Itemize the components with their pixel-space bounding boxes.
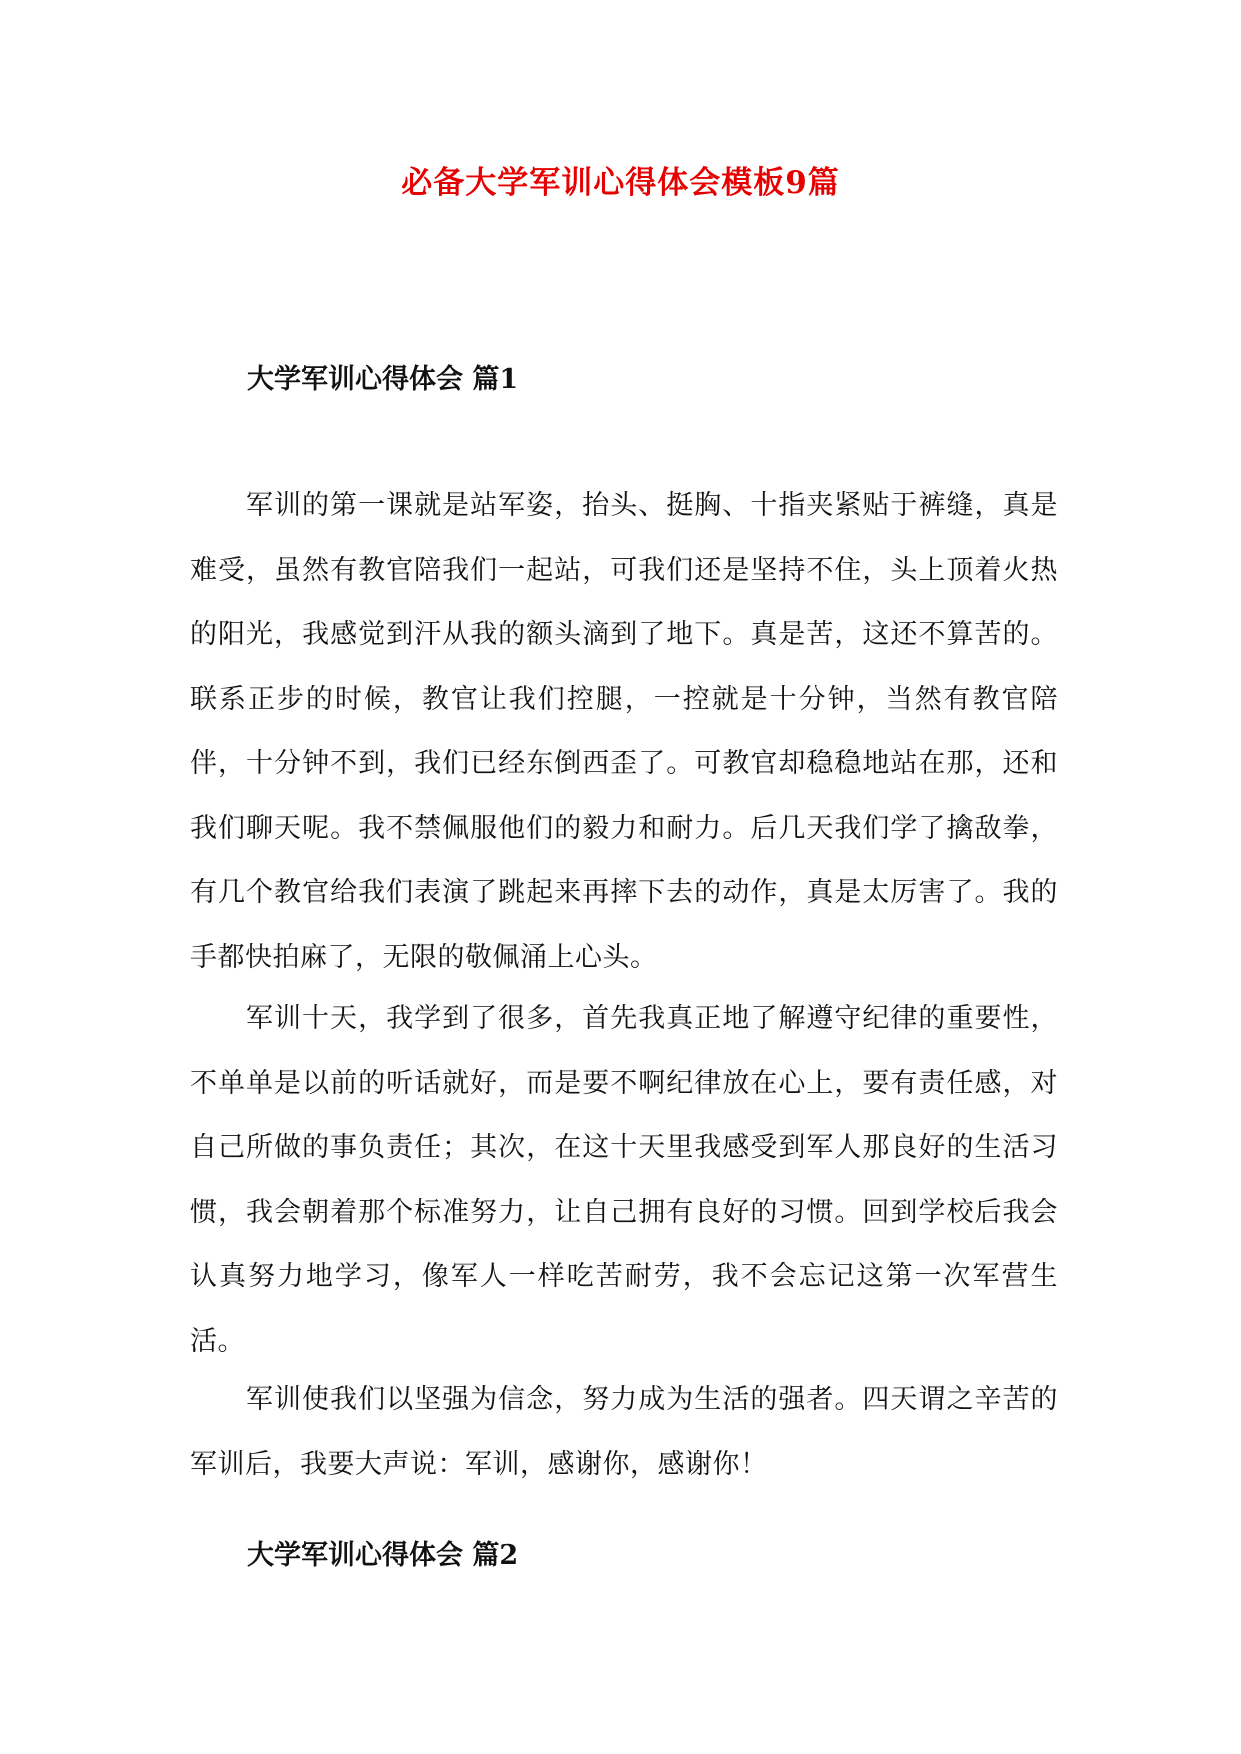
section-1-paragraph-2: 军训十天，我学到了很多，首先我真正地了解遵守纪律的重要性，不单单是以前的听话就好，而是要不啊纪律放在心上，要有责任感，对自己所做的事负责任；其次，在这十天里我感受到军人那良好的生活习惯，我会朝着那个标准努力，让自己拥有良好的习惯。回到学校后我会认真努力地学习，像军人一样吃苦耐劳，我不会忘记这第一次军营生活。 — [190, 1003, 1058, 1357]
document-title: 必备大学军训心得体会模板9篇 — [401, 165, 840, 201]
section-1-paragraph-3: 军训使我们以坚强为信念，努力成为生活的强者。四天谓之辛苦的军训后，我要大声说：军训，感谢你，感谢你！ — [190, 1384, 1058, 1480]
section-1-paragraph-1: 军训的第一课就是站军姿，抬头、挺胸、十指夹紧贴于裤缝，真是难受，虽然有教官陪我们一起站，可我们还是坚持不住，头上顶着火热的阳光，我感觉到汗从我的额头滴到了地下。真是苦，这还不算苦的。联系正步的时候，教官让我们控腿，一控就是十分钟，当然有教官陪伴，十分钟不到，我们已经东倒西歪了。可教官却稳稳地站在那，还和我们聊天呢。我不禁佩服他们的毅力和耐力。后几天我们学了擒敌拳，有几个教官给我们表演了跳起来再摔下去的动作，真是太厉害了。我的手都快拍麻了，无限的敬佩涌上心头。 — [190, 490, 1058, 973]
section-heading-2: 大学军训心得体会 篇2 — [247, 1540, 519, 1571]
section-heading-1: 大学军训心得体会 篇1 — [247, 364, 519, 395]
